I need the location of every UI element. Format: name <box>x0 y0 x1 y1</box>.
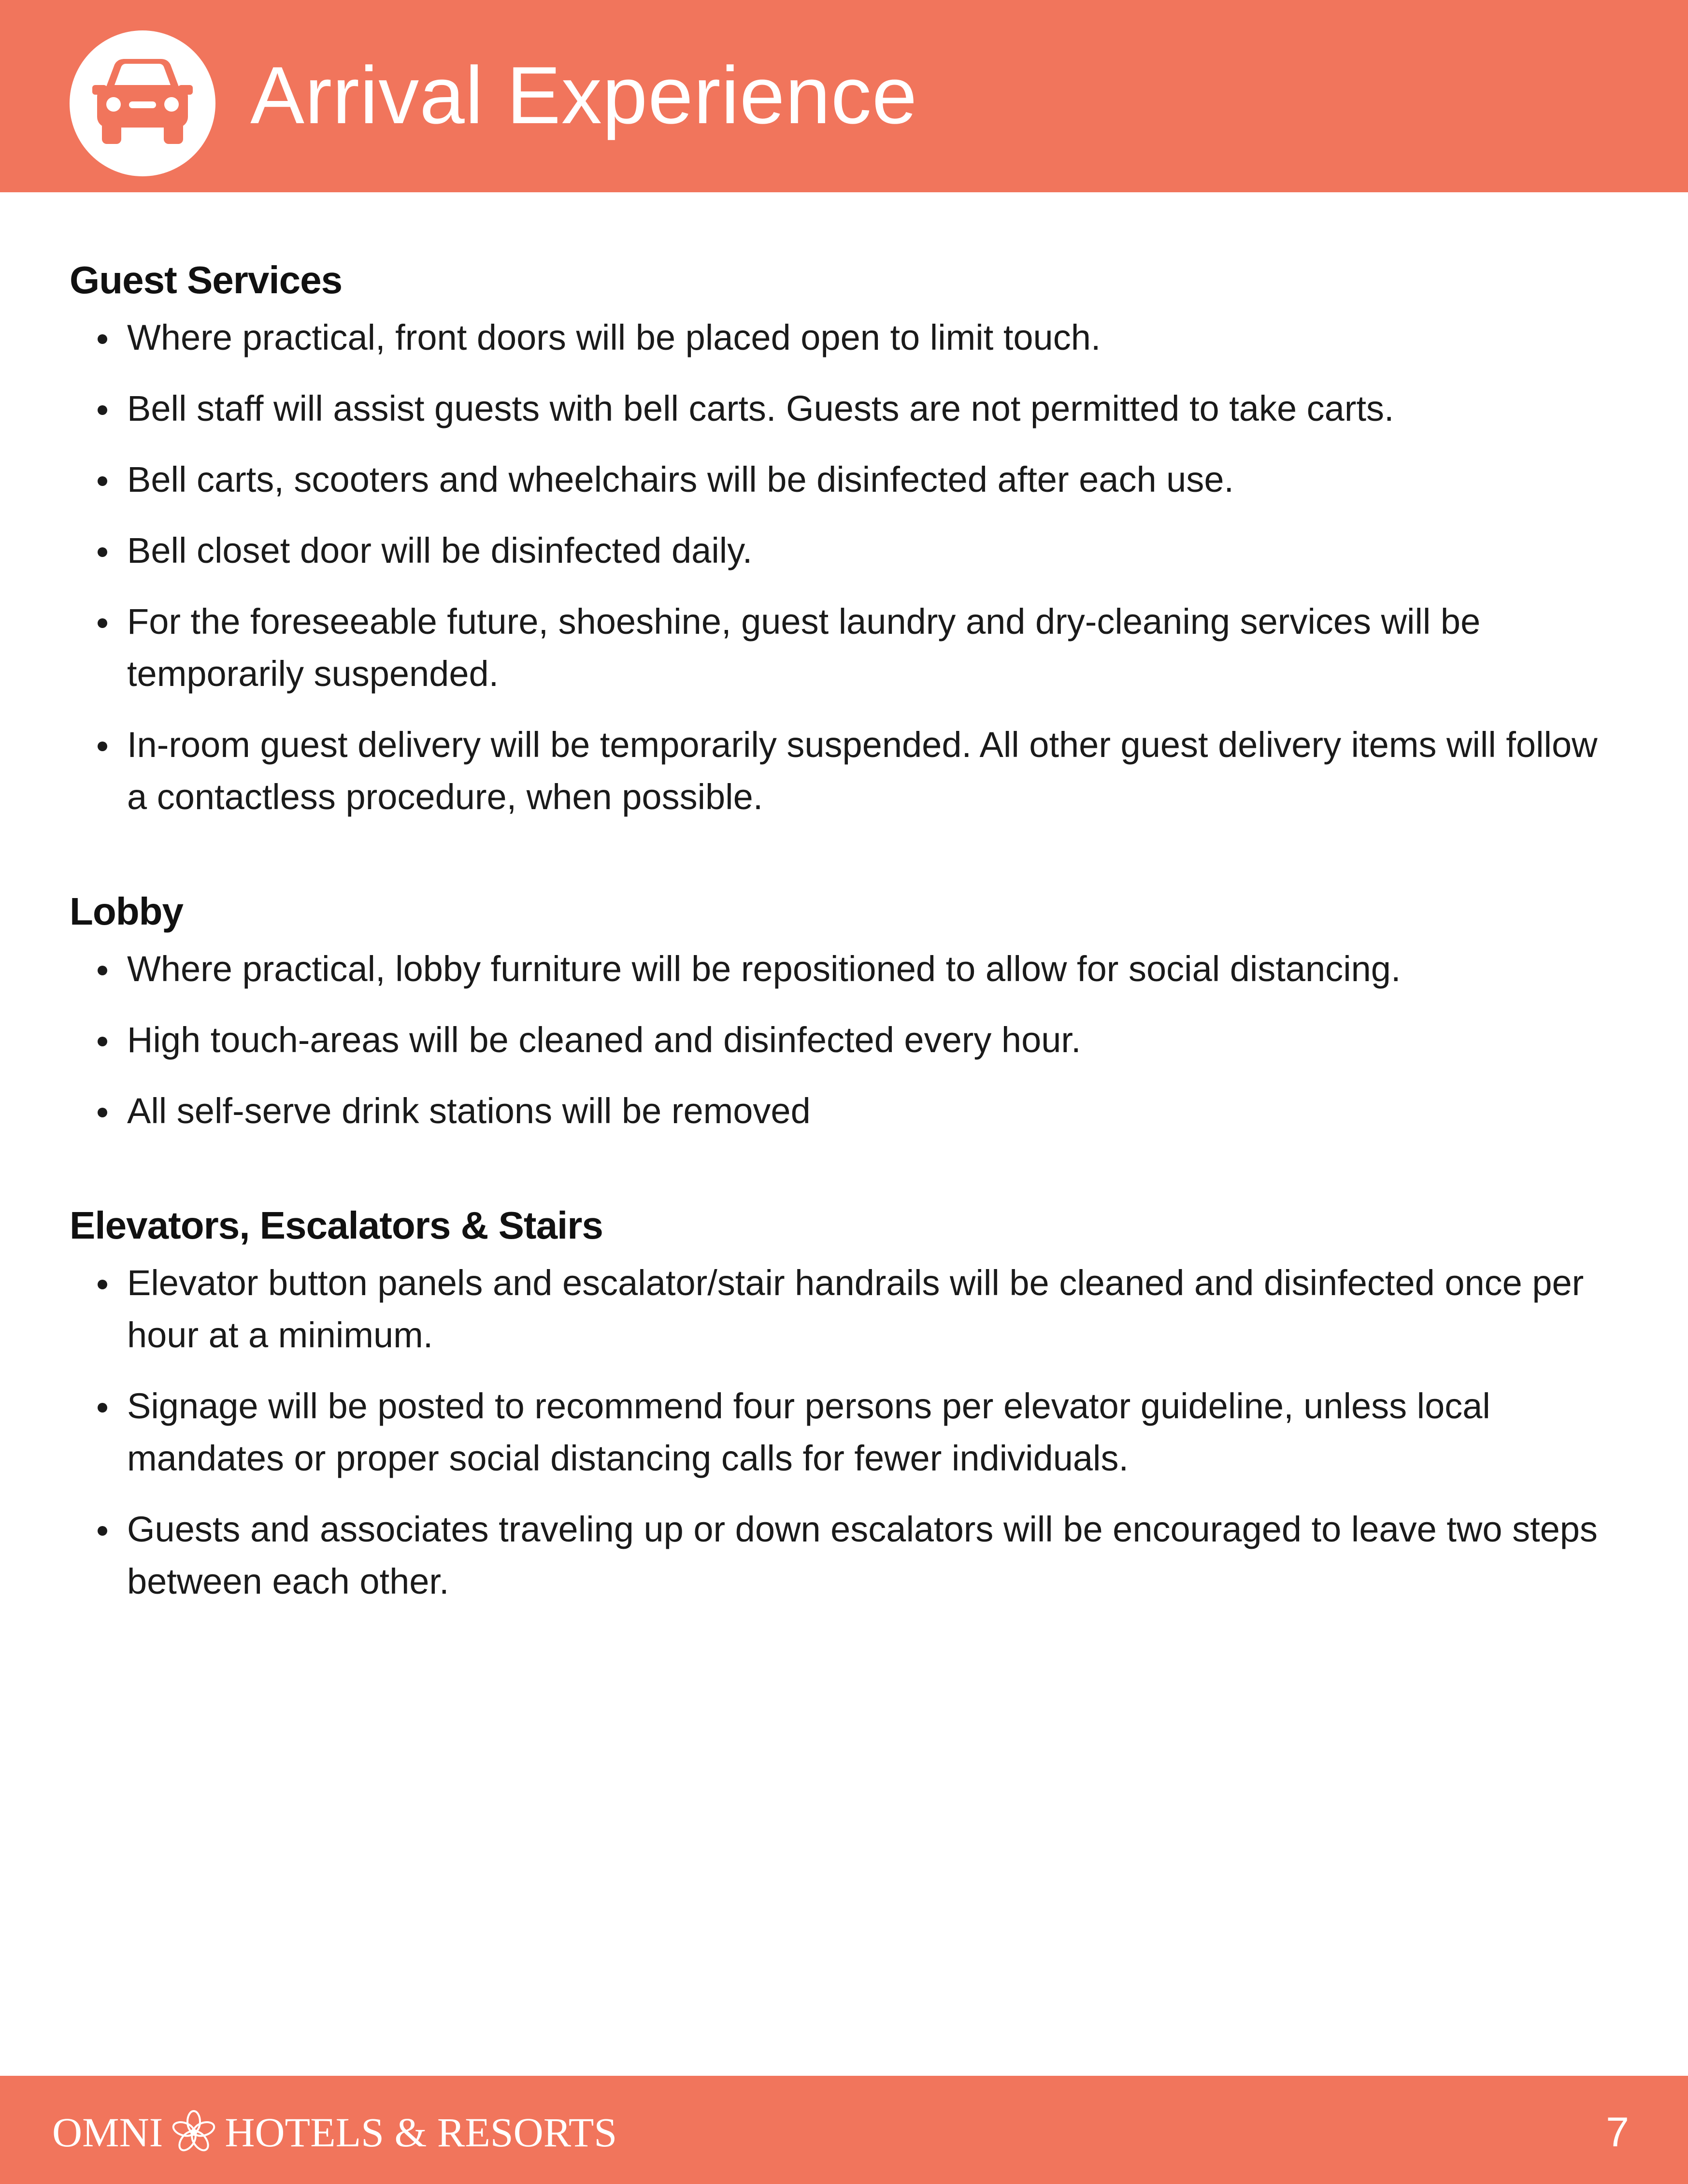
list-item-text: Bell staff will assist guests with bell carts. Guests are not permitted to take carts. <box>127 388 1394 428</box>
bullet-icon <box>98 547 107 557</box>
bullet-list <box>70 943 1625 1137</box>
section-heading: Guest Services <box>70 258 343 301</box>
list-item-text: For the foreseeable future, shoeshine, guest laundry and dry-cleaning services will be temporarily suspended. <box>127 601 1481 694</box>
list-item <box>70 525 1625 577</box>
logo-text-omni: OMNI <box>52 2109 163 2155</box>
page-footer <box>0 2076 1688 2184</box>
list-item-text: Bell carts, scooters and wheelchairs will be disinfected after each use. <box>127 459 1234 500</box>
bullet-icon <box>98 1280 107 1289</box>
list-item <box>70 383 1625 435</box>
list-item <box>70 1503 1625 1608</box>
page-header <box>0 0 1688 192</box>
list-item <box>70 943 1625 995</box>
list-item-text: Where practical, front doors will be placed open to limit touch. <box>127 317 1101 357</box>
list-item-text: Bell closet door will be disinfected daily. <box>127 530 753 571</box>
section-elevators <box>70 1194 1625 1608</box>
list-item <box>70 1014 1625 1066</box>
list-item-text: In-room guest delivery will be temporarily suspended. All other guest delivery items will follow a contactless procedure, when possible. <box>127 725 1598 817</box>
car-icon <box>89 56 196 153</box>
list-item <box>70 1257 1625 1361</box>
logo-text-hotels-resorts: HOTELS & RESORTS <box>225 2109 617 2155</box>
bullet-list <box>70 1257 1625 1608</box>
brand-logo <box>52 2106 617 2159</box>
list-item <box>70 312 1625 364</box>
bullet-icon <box>98 405 107 415</box>
list-item <box>70 596 1625 700</box>
bullet-icon <box>98 1526 107 1536</box>
list-item-text: High touch-areas will be cleaned and disinfected every hour. <box>127 1020 1081 1060</box>
list-item-text: All self-serve drink stations will be removed <box>127 1091 811 1131</box>
page-title: Arrival Experience <box>250 50 918 141</box>
main-content <box>70 249 1625 1608</box>
list-item <box>70 719 1625 823</box>
list-item-text: Guests and associates traveling up or down escalators will be encouraged to leave two steps between each other. <box>127 1509 1598 1601</box>
bullet-icon <box>98 1037 107 1046</box>
list-item-text: Elevator button panels and escalator/stair handrails will be cleaned and disinfected once per hour at a minimum. <box>127 1263 1584 1355</box>
bullet-icon <box>98 476 107 486</box>
section-lobby <box>70 880 1625 1137</box>
list-item-text: Signage will be posted to recommend four persons per elevator guideline, unless local mandates or proper social distancing calls for fewer individuals. <box>127 1386 1490 1478</box>
list-item <box>70 1085 1625 1137</box>
car-icon-badge <box>70 30 215 176</box>
bullet-icon <box>98 618 107 628</box>
section-heading: Lobby <box>70 890 183 933</box>
list-item-text: Where practical, lobby furniture will be repositioned to allow for social distancing. <box>127 949 1401 989</box>
bullet-icon <box>98 334 107 344</box>
bullet-icon <box>98 1108 107 1117</box>
bullet-icon <box>98 1403 107 1413</box>
list-item <box>70 1380 1625 1485</box>
bullet-icon <box>98 966 107 975</box>
list-item <box>70 454 1625 506</box>
bullet-icon <box>98 742 107 751</box>
flower-icon <box>170 2108 218 2156</box>
section-guest-services <box>70 249 1625 823</box>
section-heading: Elevators, Escalators & Stairs <box>70 1204 603 1247</box>
bullet-list <box>70 312 1625 823</box>
page-number: 7 <box>1606 2109 1629 2155</box>
